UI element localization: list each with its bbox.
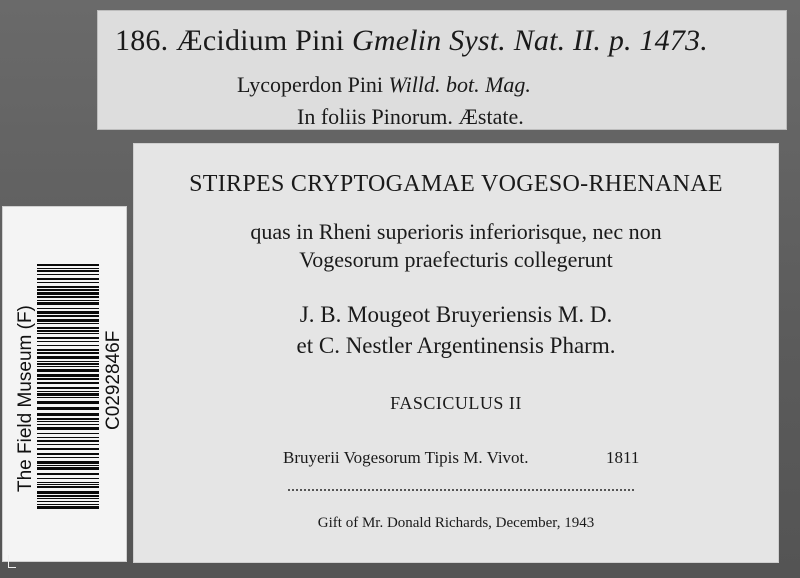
- barcode-bar: [37, 387, 99, 389]
- barcode-bar: [37, 457, 99, 458]
- barcode-bar: [37, 369, 99, 372]
- barcode-bar: [37, 302, 99, 305]
- barcode-bar: [37, 440, 99, 442]
- barcode-bar: [37, 393, 99, 396]
- barcode-bar: [37, 498, 99, 499]
- barcode-bar: [37, 378, 99, 380]
- barcode-bar: [37, 330, 99, 332]
- barcode-bar: [37, 333, 99, 334]
- exsiccata-label: [133, 143, 779, 563]
- barcode-bar: [37, 506, 99, 509]
- publication-year: 1811: [606, 448, 640, 467]
- synonym-citation: Willd. bot. Mag.: [388, 72, 531, 97]
- label-subtitle-2: Vogesorum praefecturis collegerunt: [299, 247, 613, 272]
- barcode-bar: [37, 286, 99, 288]
- barcode-bar: [37, 337, 99, 339]
- barcode-bar: [37, 356, 99, 359]
- barcode-bar: [37, 486, 99, 488]
- barcode-bar: [37, 268, 99, 269]
- barcode-bar: [37, 274, 99, 275]
- barcode-bar: [37, 270, 99, 272]
- barcode-bar: [37, 349, 99, 351]
- barcode-bar: [37, 482, 99, 483]
- barcode-bar: [37, 484, 99, 485]
- museum-name: The Field Museum (F): [15, 305, 36, 492]
- barcode-bar: [37, 366, 99, 367]
- barcode-bar: [37, 391, 99, 392]
- species-name: Æcidium Pini: [176, 24, 345, 57]
- barcode-bar: [37, 418, 99, 420]
- barcode-bar: [37, 282, 99, 283]
- barcode-bar: [37, 315, 99, 317]
- fasciculus-heading: FASCICULUS II: [390, 393, 522, 413]
- barcode-bar: [37, 504, 99, 505]
- habitat-line: In foliis Pinorum. Æstate.: [297, 104, 524, 129]
- barcode-bar: [37, 264, 99, 266]
- barcode-bar: [37, 448, 99, 450]
- barcode-bar: [37, 374, 99, 377]
- barcode-bar: [37, 397, 99, 398]
- barcode-bar: [37, 319, 99, 322]
- author-line-1: J. B. Mougeot Bruyeriensis M. D.: [299, 302, 613, 327]
- barcode-bar: [37, 478, 99, 479]
- label-title: STIRPES CRYPTOGAMAE VOGESO-RHENANAE: [189, 171, 723, 197]
- barcode-bar: [37, 467, 99, 470]
- barcode-bar: [37, 453, 99, 455]
- barcode-bar: [37, 473, 99, 475]
- barcode-bar: [37, 495, 99, 497]
- corner-mark: [8, 555, 16, 568]
- species-citation: Gmelin Syst. Nat. II. p. 1473.: [351, 24, 708, 57]
- gift-line: Gift of Mr. Donald Richards, December, 1943: [317, 515, 595, 531]
- barcode-bar: [37, 363, 99, 365]
- barcode-bar: [37, 352, 99, 354]
- barcode-bar: [37, 491, 99, 494]
- barcode-bar: [37, 501, 99, 502]
- catalog-code: C0292846F: [103, 330, 124, 430]
- species-title-line: [115, 24, 791, 58]
- synonym-name: Lycoperdon Pini: [237, 72, 384, 97]
- barcode-bar: [37, 323, 99, 324]
- barcode-bar: [37, 413, 99, 416]
- barcode-bar: [37, 278, 99, 280]
- barcode-bar: [37, 296, 99, 298]
- dotted-divider: [288, 489, 634, 491]
- barcode-bar: [37, 341, 99, 342]
- barcode-bar: [37, 427, 99, 430]
- barcode-bar: [37, 345, 99, 346]
- synonym-line: [237, 72, 697, 98]
- barcode-bar: [37, 401, 99, 404]
- barcode-bar: [37, 444, 99, 445]
- barcode-bar: [37, 421, 99, 422]
- barcode-bar: [37, 382, 99, 384]
- author-line-2: et C. Nestler Argentinensis Pharm.: [296, 333, 616, 358]
- barcode-bar: [37, 407, 99, 410]
- printer-line: Bruyerii Vogesorum Tipis M. Vivot.: [283, 448, 529, 467]
- barcode-bar: [37, 300, 99, 301]
- barcode-bar: [37, 461, 99, 464]
- specimen-number: 186.: [115, 24, 169, 57]
- barcode-bar: [37, 308, 99, 309]
- barcode-bar: [37, 437, 99, 438]
- species-label: [97, 10, 787, 130]
- barcode-bar: [37, 327, 99, 329]
- label-subtitle-1: quas in Rheni superioris inferiorisque, nec non: [250, 219, 662, 244]
- barcode-bar: [37, 292, 99, 295]
- barcode-bar: [37, 433, 99, 434]
- barcode-bar: [37, 361, 99, 362]
- barcode-bar: [37, 424, 99, 425]
- barcode-bar: [37, 289, 99, 291]
- barcode-bar: [37, 465, 99, 466]
- barcode-bar: [37, 311, 99, 314]
